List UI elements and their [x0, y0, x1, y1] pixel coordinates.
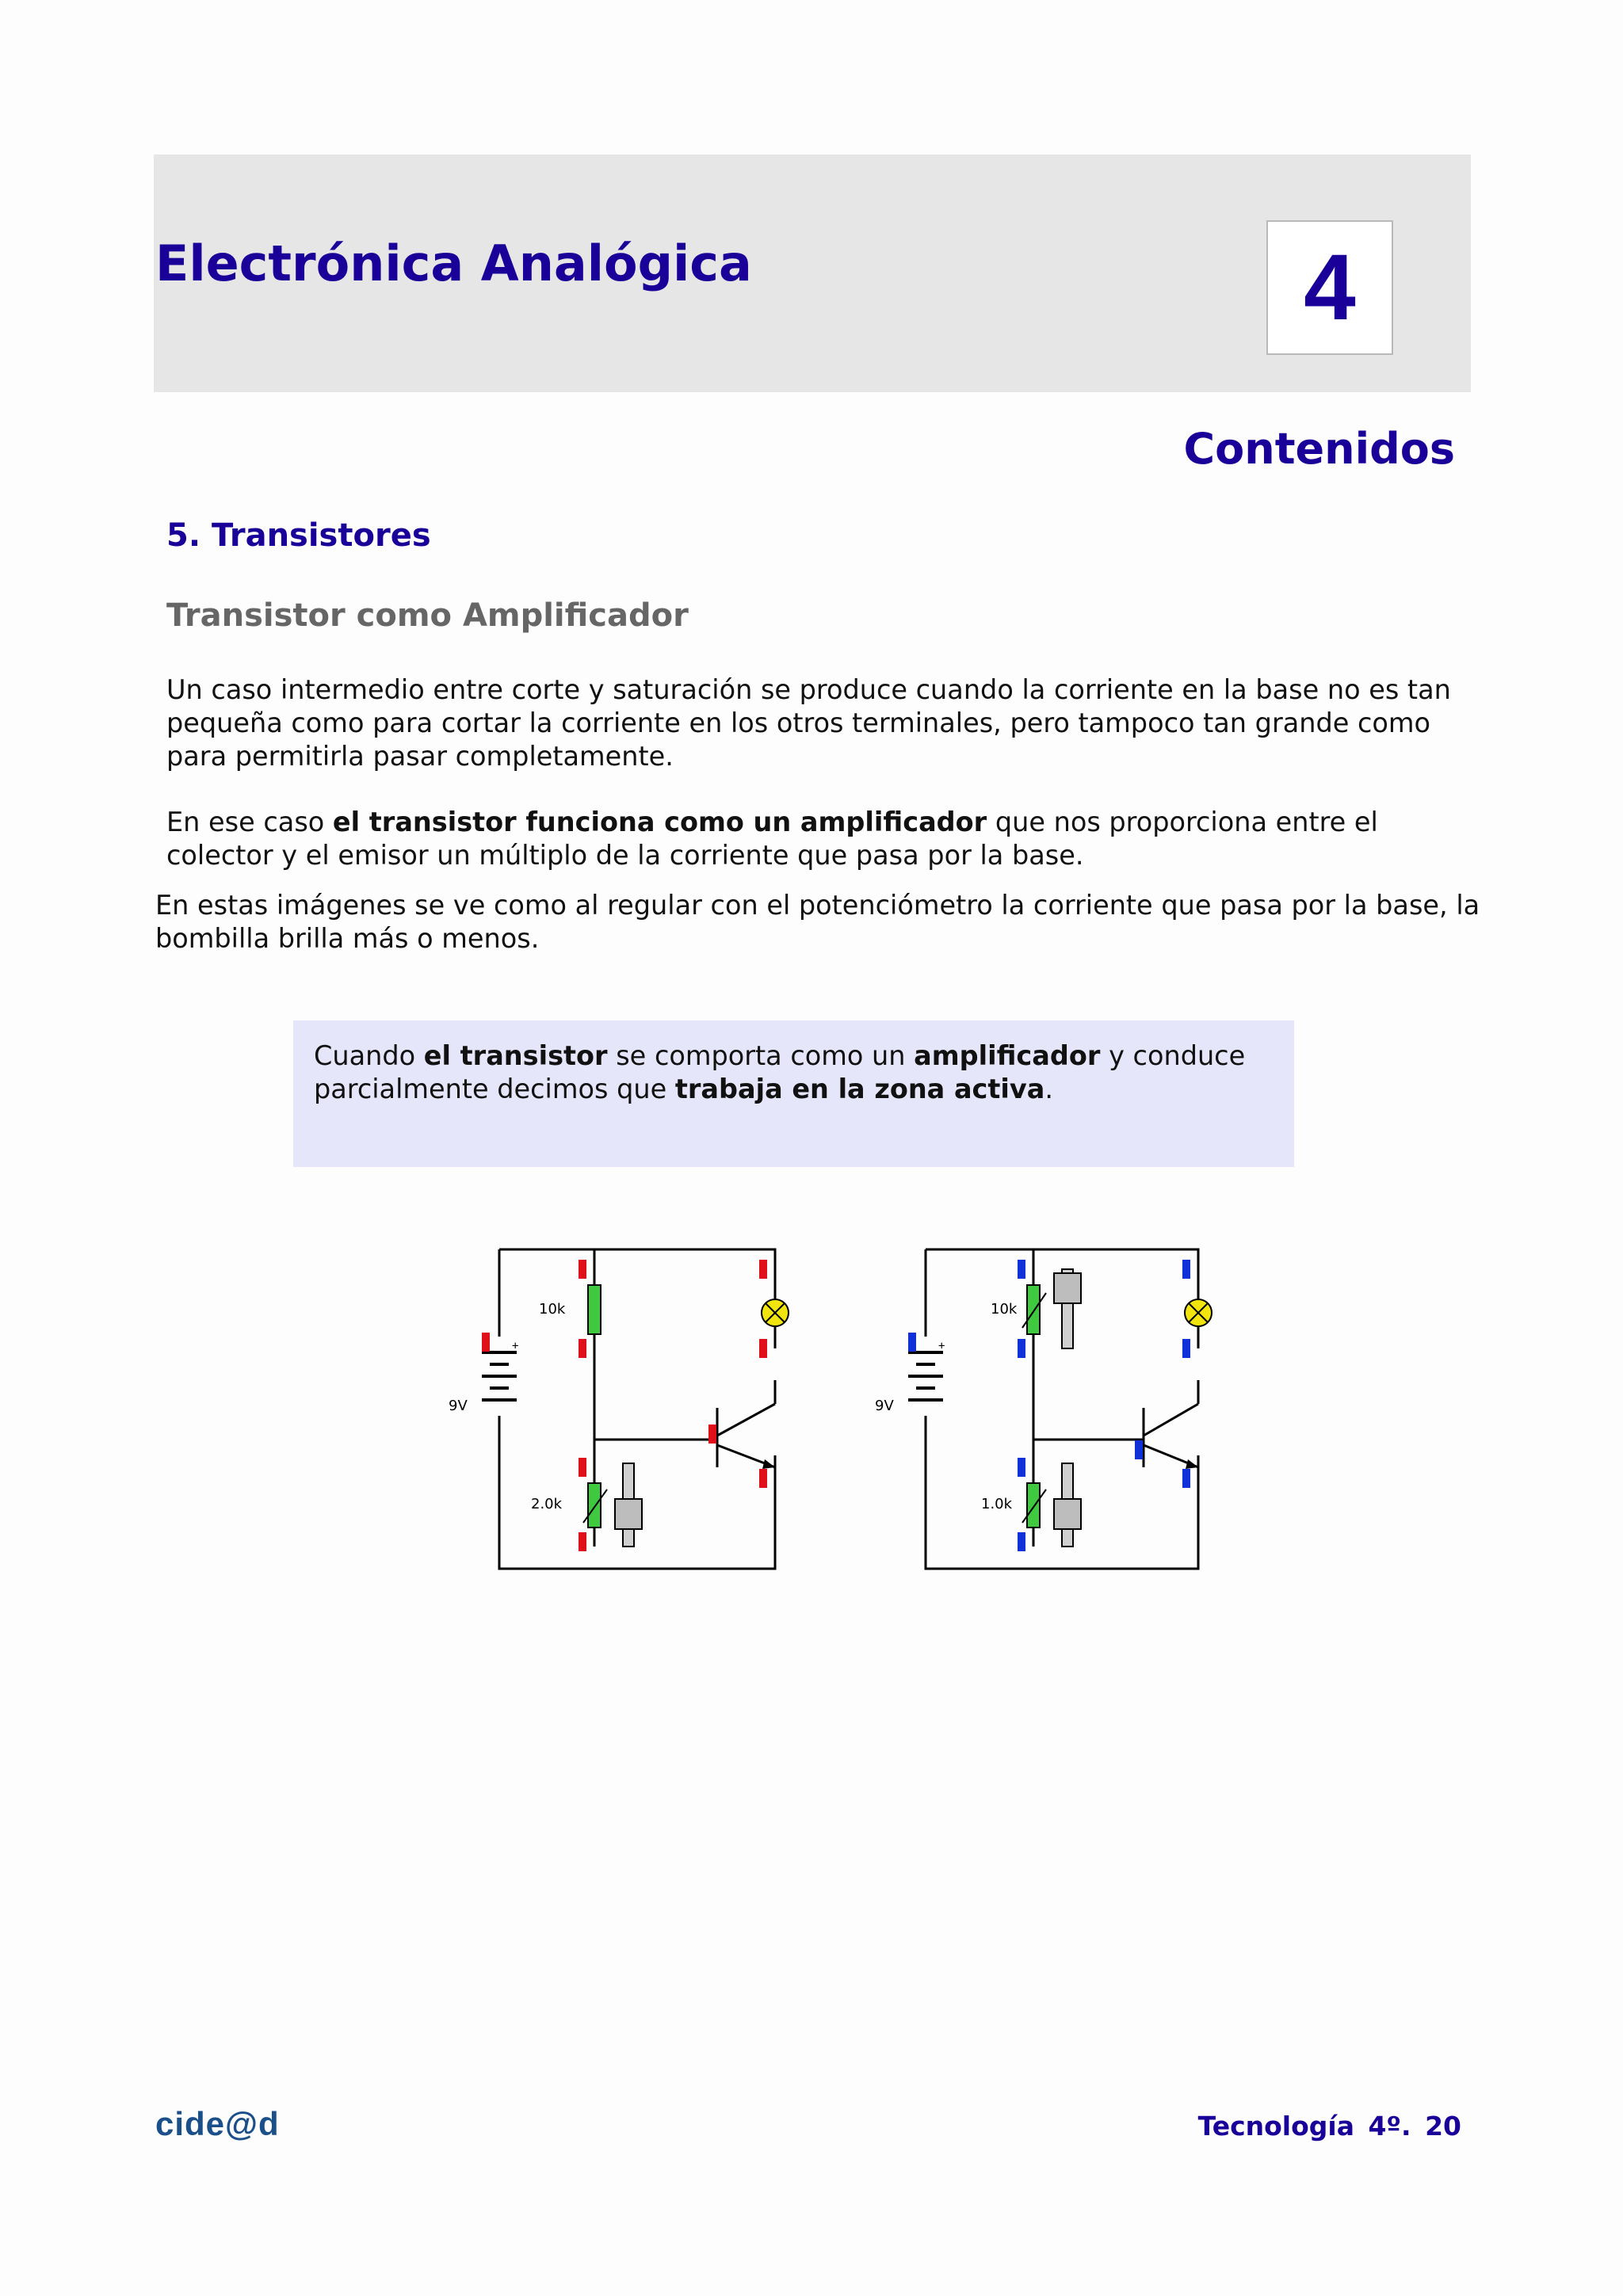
contents-label: Contenidos — [1183, 424, 1455, 474]
chapter-number: 4 — [1304, 235, 1356, 340]
resistor — [588, 1285, 601, 1334]
paragraph-2-text-end: que nos proporciona entre el colector y el emisor un múltiplo de la corriente que pasa por la base. — [166, 807, 1378, 871]
callout-text-2: se comporta como un — [607, 1040, 915, 1071]
pot-label: 1.0k — [981, 1496, 1013, 1512]
svg-text:+: + — [938, 1340, 945, 1352]
resistor-label: 10k — [539, 1301, 566, 1318]
section-heading: 5. Transistores — [166, 517, 431, 554]
callout-bold-3: trabaja en la zona activa — [674, 1074, 1045, 1104]
document-title: Electrónica Analógica — [155, 235, 752, 292]
paragraph-3: En estas imágenes se ve como al regular con el potenciómetro la corriente que pasa por la base, la bombilla brilla más o menos. — [155, 890, 1480, 954]
page-footer-label: Tecnología 4º. 20 — [1197, 2111, 1461, 2142]
resistor-label: 10k — [991, 1301, 1018, 1318]
potentiometer — [588, 1483, 601, 1527]
paragraph-2 — [166, 806, 1482, 872]
paragraph-2-bold: el transistor funciona como un amplificador — [332, 807, 987, 837]
circuit-diagram-2 — [870, 1238, 1235, 1578]
callout-bold-1: el transistor — [423, 1040, 608, 1071]
callout-text-4: . — [1044, 1074, 1054, 1104]
battery-label: 9V — [449, 1398, 468, 1414]
terminal-markers — [908, 1260, 1190, 1551]
callout-box — [293, 1020, 1294, 1167]
circuit-diagram-1 — [444, 1238, 808, 1578]
slider-handle — [1054, 1273, 1081, 1303]
paragraph-2-text: En ese caso — [166, 807, 333, 837]
sub-heading: Transistor como Amplificador — [166, 597, 689, 634]
svg-text:+: + — [512, 1340, 519, 1352]
callout-bold-2: amplificador — [914, 1040, 1101, 1071]
battery-label: 9V — [875, 1398, 894, 1414]
paragraph-1: Un caso intermedio entre corte y saturación se produce cuando la corriente en la base no es tan pequeña como para cortar la corriente en los otros terminales, pero tampoco tan grande como para permitirla pasar completamente. — [166, 674, 1451, 772]
slider-handle — [615, 1499, 642, 1529]
cidead-logo: cide@d — [155, 2105, 280, 2142]
resistor — [1027, 1285, 1040, 1334]
slider-handle — [1054, 1499, 1081, 1529]
pot-label: 2.0k — [531, 1496, 563, 1512]
potentiometer — [1027, 1483, 1040, 1527]
chapter-number-box — [1266, 220, 1393, 355]
callout-text-1: Cuando — [314, 1040, 424, 1071]
callout-text-3: y conduce parcialmente decimos que — [314, 1040, 1246, 1104]
